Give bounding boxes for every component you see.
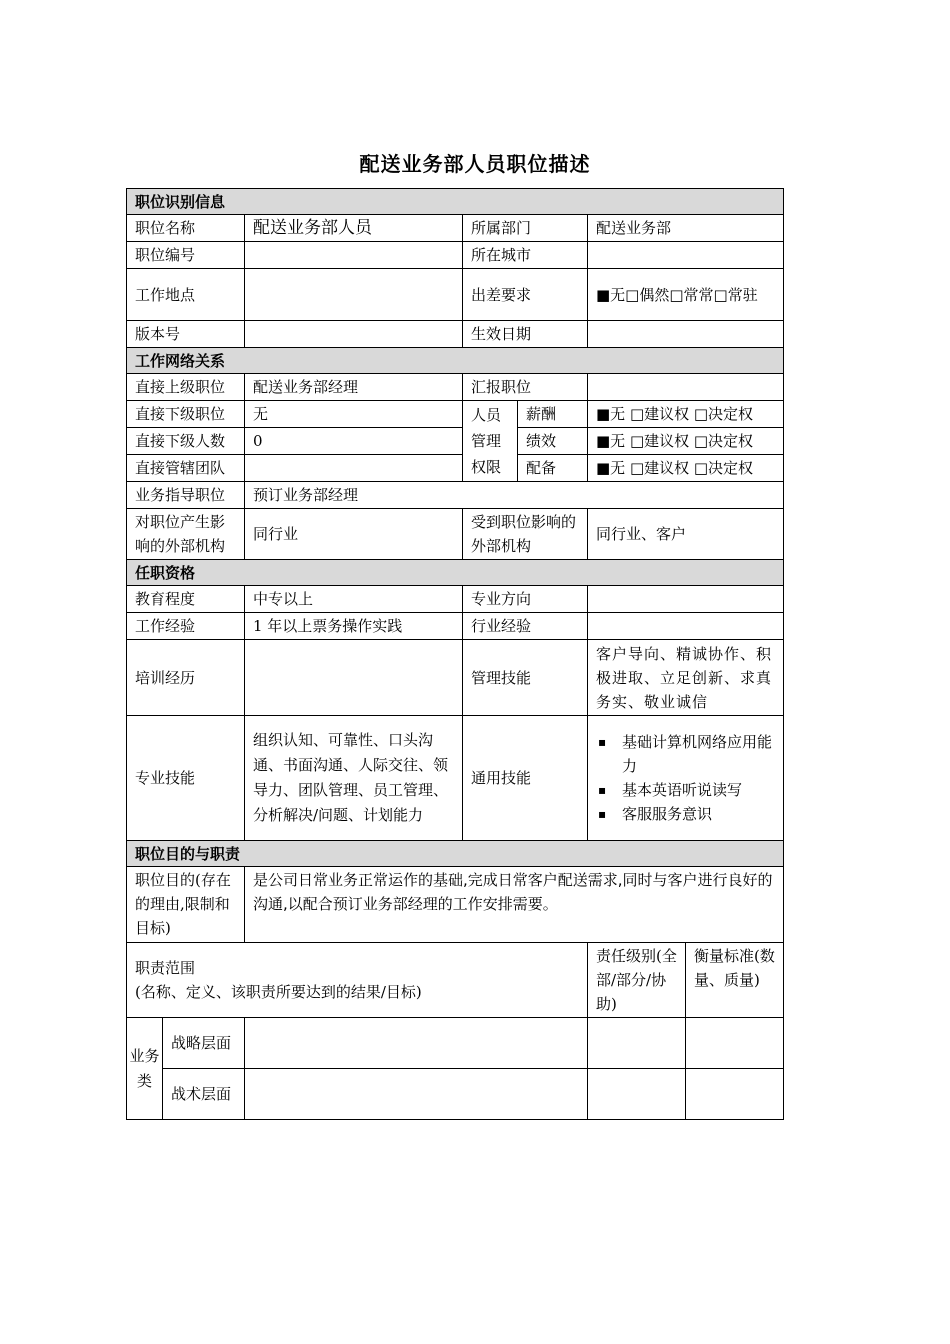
version-label: 版本号	[127, 321, 245, 348]
exp-value: 1 年以上票务操作实践	[245, 613, 463, 640]
scope-sub: (名称、定义、该职责所要达到的结果/目标)	[135, 983, 422, 1001]
job-description-table	[126, 188, 784, 1120]
sub-count-value: 0	[245, 428, 463, 455]
hr-authority-label	[463, 401, 518, 482]
travel-value: ■无□偶然□常常□常驻	[588, 269, 784, 321]
guide-value: 预订业务部经理	[245, 482, 784, 509]
dept-label: 所属部门	[463, 215, 588, 242]
list-item: ▪ 客服服务意识	[596, 802, 775, 826]
tactics-label: 战术层面	[163, 1069, 245, 1120]
industry-value	[588, 613, 784, 640]
section-header-purpose: 职位目的与职责	[127, 841, 784, 867]
report-label: 汇报职位	[463, 374, 588, 401]
section-header-network: 工作网络关系	[127, 348, 784, 374]
general-skills-list	[596, 730, 775, 826]
subordinate-value: 无	[245, 401, 463, 428]
strategy-level	[588, 1018, 686, 1069]
city-value	[588, 242, 784, 269]
purpose-value: 是公司日常业务正常运作的基础,完成日常客户配送需求,同时与客户进行良好的沟通,以配合预订业务部经理的工作安排需要。	[245, 867, 784, 943]
exp-label: 工作经验	[127, 613, 245, 640]
edu-value: 中专以上	[245, 586, 463, 613]
hr-authority-label-line-3: 权限	[471, 458, 502, 476]
training-value	[245, 640, 463, 716]
section-header-qualifications: 任职资格	[127, 560, 784, 586]
salary-value: ■无 □建议权 □决定权	[588, 401, 784, 428]
category-label: 业务类	[127, 1018, 163, 1120]
major-label: 专业方向	[463, 586, 588, 613]
section-header-id-info: 职位识别信息	[127, 189, 784, 215]
location-value	[245, 269, 463, 321]
pro-label: 专业技能	[127, 716, 245, 841]
job-name-label: 职位名称	[127, 215, 245, 242]
effective-label: 生效日期	[463, 321, 588, 348]
effective-value	[588, 321, 784, 348]
strategy-label: 战略层面	[163, 1018, 245, 1069]
location-label: 工作地点	[127, 269, 245, 321]
team-label: 直接管辖团队	[127, 455, 245, 482]
affected-label: 受到职位影响的外部机构	[463, 509, 588, 560]
job-name-value: 配送业务部人员	[245, 215, 463, 242]
scope-label: 职责范围	[135, 959, 196, 977]
affects-label: 对职位产生影响的外部机构	[127, 509, 245, 560]
purpose-label: 职位目的(存在的理由,限制和目标)	[127, 867, 245, 943]
affects-value: 同行业	[245, 509, 463, 560]
mgmt-value: 客户导向、精诚协作、积极进取、立足创新、求真务实、敬业诚信	[588, 640, 784, 716]
staffing-value: ■无 □建议权 □决定权	[588, 455, 784, 482]
page-title: 配送业务部人员职位描述	[359, 152, 591, 176]
hr-authority-label-line-2: 管理	[471, 432, 502, 450]
report-value	[588, 374, 784, 401]
scope-cell	[127, 943, 588, 1018]
pro-value: 组织认知、可靠性、口头沟通、书面沟通、人际交往、领导力、团队管理、员工管理、分析解决/问题、计划能力	[245, 716, 463, 841]
version-value	[245, 321, 463, 348]
perf-label: 绩效	[518, 428, 588, 455]
city-label: 所在城市	[463, 242, 588, 269]
subordinate-label: 直接下级职位	[127, 401, 245, 428]
general-list-cell	[588, 716, 784, 841]
tactics-level	[588, 1069, 686, 1120]
team-value	[245, 455, 463, 482]
general-label: 通用技能	[463, 716, 588, 841]
tactics-content	[245, 1069, 588, 1120]
travel-label: 出差要求	[463, 269, 588, 321]
training-label: 培训经历	[127, 640, 245, 716]
measure-label: 衡量标准(数量、质量)	[686, 943, 784, 1018]
sub-count-label: 直接下级人数	[127, 428, 245, 455]
guide-label: 业务指导职位	[127, 482, 245, 509]
staffing-label: 配备	[518, 455, 588, 482]
perf-value: ■无 □建议权 □决定权	[588, 428, 784, 455]
level-label: 责任级别(全部/部分/协助)	[588, 943, 686, 1018]
superior-label: 直接上级职位	[127, 374, 245, 401]
major-value	[588, 586, 784, 613]
list-item: ▪ 基本英语听说读写	[596, 778, 775, 802]
list-item: ▪ 基础计算机网络应用能力	[596, 730, 775, 778]
job-no-label: 职位编号	[127, 242, 245, 269]
industry-label: 行业经验	[463, 613, 588, 640]
salary-label: 薪酬	[518, 401, 588, 428]
strategy-measure	[686, 1018, 784, 1069]
hr-authority-label-line-1: 人员	[471, 406, 502, 424]
mgmt-label: 管理技能	[463, 640, 588, 716]
superior-value: 配送业务部经理	[245, 374, 463, 401]
tactics-measure	[686, 1069, 784, 1120]
edu-label: 教育程度	[127, 586, 245, 613]
strategy-content	[245, 1018, 588, 1069]
dept-value: 配送业务部	[588, 215, 784, 242]
affected-value: 同行业、客户	[588, 509, 784, 560]
job-no-value	[245, 242, 463, 269]
